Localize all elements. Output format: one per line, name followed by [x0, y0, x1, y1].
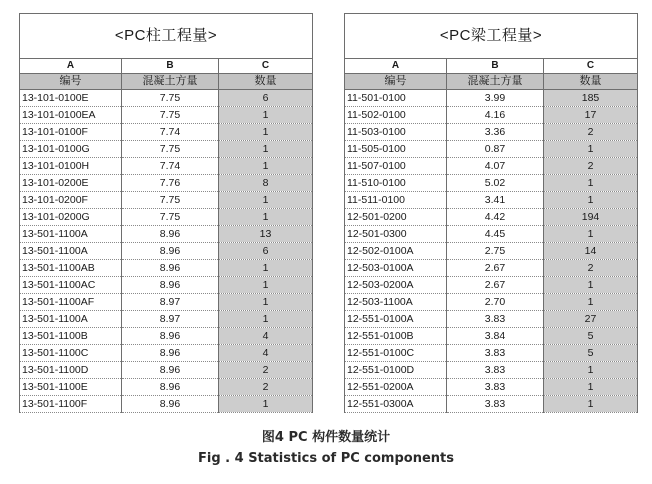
cell-volume: 7.74 [122, 158, 219, 175]
table-row [20, 277, 313, 294]
cell-code: 13-101-0100F [20, 124, 122, 141]
cell-volume: 3.83 [447, 362, 544, 379]
cell-qty: 1 [219, 124, 313, 141]
table-row [20, 192, 313, 209]
cell-qty: 8 [219, 175, 313, 192]
table-row [20, 345, 313, 362]
cell-code: 13-501-1100E [20, 379, 122, 396]
cell-volume: 7.75 [122, 90, 219, 107]
cell-qty: 4 [219, 345, 313, 362]
table-row [20, 209, 313, 226]
cell-code: 11-503-0100 [345, 124, 447, 141]
cell-code: 11-505-0100 [345, 141, 447, 158]
column-header-concrete-volume: 混凝土方量 [447, 74, 544, 90]
cell-qty: 1 [219, 209, 313, 226]
table-row [20, 226, 313, 243]
cell-volume: 7.75 [122, 192, 219, 209]
cell-volume: 8.96 [122, 260, 219, 277]
cell-code: 13-501-1100AF [20, 294, 122, 311]
table-row [345, 243, 638, 260]
cell-qty: 1 [219, 396, 313, 413]
column-letter: B [122, 59, 219, 74]
cell-qty: 1 [219, 260, 313, 277]
cell-qty: 194 [544, 209, 638, 226]
cell-qty: 1 [544, 379, 638, 396]
figure-caption-chinese: 图4 PC 构件数量统计 [261, 430, 391, 445]
cell-volume: 2.67 [447, 260, 544, 277]
table-row [345, 175, 638, 192]
cell-qty: 1 [544, 396, 638, 413]
cell-qty: 5 [544, 345, 638, 362]
cell-volume: 7.75 [122, 209, 219, 226]
cell-qty: 1 [219, 277, 313, 294]
column-header-concrete-volume: 混凝土方量 [122, 74, 219, 90]
cell-code: 13-501-1100D [20, 362, 122, 379]
table-row [20, 175, 313, 192]
column-letter: C [219, 59, 313, 74]
table-row [345, 379, 638, 396]
column-letter: A [345, 59, 447, 74]
table-row [345, 345, 638, 362]
table-row [20, 243, 313, 260]
cell-code: 13-501-1100F [20, 396, 122, 413]
table-row [345, 158, 638, 175]
cell-volume: 8.97 [122, 311, 219, 328]
cell-volume: 4.45 [447, 226, 544, 243]
cell-qty: 2 [219, 379, 313, 396]
table-row [345, 294, 638, 311]
table-row [345, 226, 638, 243]
table-row [345, 277, 638, 294]
cell-volume: 3.83 [447, 311, 544, 328]
column-header-quantity: 数量 [544, 74, 638, 90]
column-header-code: 编号 [345, 74, 447, 90]
cell-volume: 7.74 [122, 124, 219, 141]
cell-volume: 7.76 [122, 175, 219, 192]
cell-code: 11-511-0100 [345, 192, 447, 209]
cell-qty: 2 [544, 158, 638, 175]
table-row [345, 90, 638, 107]
cell-code: 13-501-1100B [20, 328, 122, 345]
cell-volume: 3.36 [447, 124, 544, 141]
table-row [345, 260, 638, 277]
cell-volume: 8.97 [122, 294, 219, 311]
cell-qty: 2 [219, 362, 313, 379]
table-row [20, 260, 313, 277]
cell-volume: 7.75 [122, 141, 219, 158]
cell-qty: 1 [544, 362, 638, 379]
table-row [20, 294, 313, 311]
cell-qty: 14 [544, 243, 638, 260]
cell-volume: 8.96 [122, 396, 219, 413]
cell-qty: 17 [544, 107, 638, 124]
table-row [20, 362, 313, 379]
cell-volume: 4.16 [447, 107, 544, 124]
cell-qty: 1 [544, 226, 638, 243]
cell-volume: 3.83 [447, 345, 544, 362]
cell-qty: 27 [544, 311, 638, 328]
table-row [20, 311, 313, 328]
cell-volume: 3.99 [447, 90, 544, 107]
table-row [345, 209, 638, 226]
cell-volume: 3.41 [447, 192, 544, 209]
cell-code: 12-503-0200A [345, 277, 447, 294]
cell-qty: 4 [219, 328, 313, 345]
cell-volume: 8.96 [122, 277, 219, 294]
schedule-title: <PC梁工程量> [345, 14, 638, 59]
column-header-quantity: 数量 [219, 74, 313, 90]
table-row [20, 141, 313, 158]
table-row [345, 107, 638, 124]
cell-volume: 8.96 [122, 379, 219, 396]
table-row [345, 141, 638, 158]
cell-code: 12-551-0100B [345, 328, 447, 345]
column-letter: C [544, 59, 638, 74]
cell-volume: 3.83 [447, 379, 544, 396]
column-header-code: 编号 [20, 74, 122, 90]
cell-code: 13-101-0100EA [20, 107, 122, 124]
table-row [345, 328, 638, 345]
cell-code: 13-501-1100A [20, 226, 122, 243]
cell-volume: 4.07 [447, 158, 544, 175]
cell-volume: 7.75 [122, 107, 219, 124]
cell-code: 12-502-0100A [345, 243, 447, 260]
cell-qty: 1 [544, 294, 638, 311]
cell-volume: 4.42 [447, 209, 544, 226]
cell-code: 13-101-0100G [20, 141, 122, 158]
cell-code: 13-101-0100H [20, 158, 122, 175]
cell-qty: 13 [219, 226, 313, 243]
cell-volume: 5.02 [447, 175, 544, 192]
table-row [345, 311, 638, 328]
cell-code: 13-501-1100AB [20, 260, 122, 277]
table-row [20, 124, 313, 141]
schedule-body [20, 90, 313, 413]
cell-qty: 1 [544, 175, 638, 192]
table-row [20, 90, 313, 107]
cell-code: 13-101-0200F [20, 192, 122, 209]
cell-code: 12-503-1100A [345, 294, 447, 311]
table-row [20, 396, 313, 413]
cell-qty: 1 [219, 107, 313, 124]
cell-code: 12-501-0300 [345, 226, 447, 243]
cell-qty: 2 [544, 124, 638, 141]
cell-qty: 6 [219, 243, 313, 260]
cell-code: 11-502-0100 [345, 107, 447, 124]
cell-volume: 2.67 [447, 277, 544, 294]
cell-qty: 6 [219, 90, 313, 107]
column-letter: B [447, 59, 544, 74]
figure-caption-english: Fig . 4 Statistics of PC components [197, 451, 454, 466]
cell-volume: 8.96 [122, 226, 219, 243]
cell-code: 11-501-0100 [345, 90, 447, 107]
cell-volume: 8.96 [122, 243, 219, 260]
table-row [20, 158, 313, 175]
cell-code: 13-501-1100A [20, 243, 122, 260]
pc-column-schedule [19, 13, 313, 413]
cell-qty: 2 [544, 260, 638, 277]
cell-code: 12-501-0200 [345, 209, 447, 226]
cell-volume: 8.96 [122, 328, 219, 345]
cell-code: 12-551-0300A [345, 396, 447, 413]
table-row [345, 396, 638, 413]
cell-qty: 5 [544, 328, 638, 345]
cell-code: 13-101-0100E [20, 90, 122, 107]
pc-beam-schedule [344, 13, 638, 413]
schedule-body [345, 90, 638, 413]
cell-code: 12-551-0100A [345, 311, 447, 328]
schedule-title: <PC柱工程量> [20, 14, 313, 59]
cell-volume: 8.96 [122, 345, 219, 362]
table-row [345, 124, 638, 141]
cell-qty: 1 [219, 311, 313, 328]
cell-code: 13-501-1100AC [20, 277, 122, 294]
cell-volume: 8.96 [122, 362, 219, 379]
cell-volume: 3.84 [447, 328, 544, 345]
cell-qty: 1 [544, 277, 638, 294]
cell-code: 11-507-0100 [345, 158, 447, 175]
cell-qty: 185 [544, 90, 638, 107]
column-letter: A [20, 59, 122, 74]
cell-volume: 2.70 [447, 294, 544, 311]
cell-code: 12-551-0100C [345, 345, 447, 362]
cell-qty: 1 [544, 192, 638, 209]
table-row [20, 379, 313, 396]
cell-volume: 2.75 [447, 243, 544, 260]
cell-volume: 3.83 [447, 396, 544, 413]
cell-qty: 1 [219, 294, 313, 311]
cell-code: 11-510-0100 [345, 175, 447, 192]
cell-code: 12-503-0100A [345, 260, 447, 277]
cell-code: 13-501-1100C [20, 345, 122, 362]
cell-qty: 1 [544, 141, 638, 158]
cell-code: 13-101-0200E [20, 175, 122, 192]
cell-qty: 1 [219, 158, 313, 175]
table-row [345, 192, 638, 209]
cell-code: 12-551-0200A [345, 379, 447, 396]
cell-qty: 1 [219, 141, 313, 158]
cell-code: 13-101-0200G [20, 209, 122, 226]
cell-qty: 1 [219, 192, 313, 209]
cell-volume: 0.87 [447, 141, 544, 158]
cell-code: 13-501-1100A [20, 311, 122, 328]
cell-code: 12-551-0100D [345, 362, 447, 379]
table-row [20, 328, 313, 345]
table-row [20, 107, 313, 124]
table-row [345, 362, 638, 379]
